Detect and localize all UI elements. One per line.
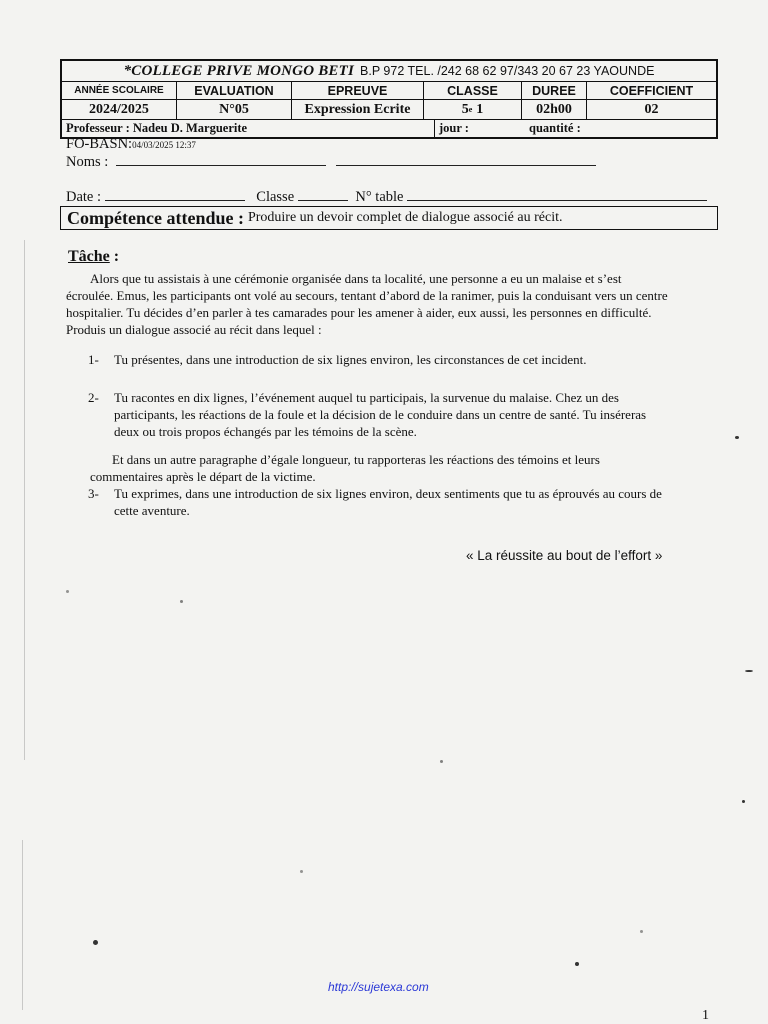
scan-speck [745,670,753,672]
item-2-number: 2- [88,390,99,405]
scan-edge-line-lower [22,840,23,1010]
label-coefficient: COEFFICIENT [609,83,694,98]
competence-box [60,206,718,230]
quantite-label: quantité : [529,121,581,135]
doc-timestamp: 04/03/2025 12:37 [132,140,196,150]
item-3-number: 3- [88,486,99,501]
task-title-colon: : [109,248,120,265]
value-school-year: 2024/2025 [62,100,177,119]
noms-field [66,153,596,171]
scan-edge-line [24,240,25,760]
table-blank[interactable] [407,188,707,201]
header-labels-row [62,82,716,100]
task-item-3 [88,485,662,519]
motto: « La réussite au bout de l’effort » [466,548,663,563]
task-title [68,248,119,266]
scan-speck [66,590,69,593]
label-evaluation: EVALUATION [177,82,292,99]
scan-speck [742,800,745,803]
task-title-word: Tâche [68,248,110,265]
intro-line-4: Produis un dialogue associé au récit dans lequel : [66,322,322,337]
noms-blank-1[interactable] [116,153,326,166]
item-2-line-1: Tu racontes en dix lignes, l’événement auquel tu participais, la survenue du malaise. Chez un des [114,390,619,405]
intro-line-2: écroulée. Emus, les participants ont volé au secours, tentant d’abord de la ranimer, puis la conduisant vers un centre [66,288,668,303]
school-contact: B.P 972 TEL. /242 68 62 97/343 20 67 23 YAOUNDE [360,64,655,78]
item-1-line-1: Tu présentes, dans une introduction de six lignes environ, les circonstances de cet incident. [114,352,587,367]
intro-line-1: Alors que tu assistais à une cérémonie organisée dans ta localité, une personne a eu un malaise et s’est [90,271,622,286]
date-classe-field [66,188,707,206]
school-row [62,61,716,82]
classe-label: Classe [256,189,295,205]
scan-speck [93,940,98,945]
value-evaluation: N°05 [177,100,292,119]
middle-line-2: commentaires après le départ de la victime. [90,469,316,484]
jour-label: jour : [439,121,469,135]
label-classe: CLASSE [424,82,522,99]
doc-code: FO-BASN: [66,136,133,152]
scan-speck [575,962,579,966]
item-3-line-1: Tu exprimes, dans une introduction de six lignes environ, deux sentiments que tu as éprouvés au cours de [114,486,662,501]
label-epreuve: EPREUVE [292,82,424,99]
professor-name: Professeur : Nadeu D. Marguerite [62,120,435,137]
competence-label: Compétence attendue : [67,207,244,228]
noms-label: Noms : [66,154,109,170]
noms-blank-2[interactable] [336,153,596,166]
task-item-1 [88,351,586,368]
doc-reference [66,136,196,153]
label-duree: DUREE [522,82,587,99]
scan-speck [180,600,183,603]
scan-speck [640,930,643,933]
page-number: 1 [702,1008,709,1023]
header-table [60,59,718,139]
school-name: *COLLEGE PRIVE MONGO BETI [123,62,355,79]
item-2-line-2: participants, les réactions de la foule et la décision de le conduire dans un centre de santé. Tu inséreras [114,407,647,422]
table-label: N° table [355,189,404,205]
header-values-row [62,100,716,120]
item-2-line-3: deux ou trois propos échangés par les témoins de la scène. [114,424,417,439]
intro-line-3: hospitalier. Tu décides d’en parler à tes camarades pour les amener à aider, eux aussi, les personnes en difficulté. [66,305,652,320]
middle-line-1: Et dans un autre paragraphe d’égale longueur, tu rapporteras les réactions des témoins et leurs [112,452,600,467]
value-epreuve: Expression Ecrite [292,100,424,119]
date-label: Date : [66,189,102,205]
value-classe-group: 1 [476,101,484,117]
value-coefficient: 02 [644,101,659,117]
footer-link[interactable]: http://sujetexa.com [328,980,429,994]
item-1-number: 1- [88,352,99,367]
scan-speck [300,870,303,873]
item-3-line-2: cette aventure. [114,503,190,518]
label-school-year: ANNÉE SCOLAIRE [62,82,177,99]
scan-speck [735,436,739,439]
task-item-2 [88,389,646,440]
date-blank[interactable] [105,188,245,201]
value-classe: 5 e 1 [424,100,522,119]
professor-row [62,120,716,137]
competence-text: Produire un devoir complet de dialogue associé au récit. [247,210,563,225]
value-duree: 02h00 [522,100,587,119]
classe-blank[interactable] [298,188,348,201]
scan-speck [440,760,443,763]
value-classe-level: 5 [461,101,469,117]
